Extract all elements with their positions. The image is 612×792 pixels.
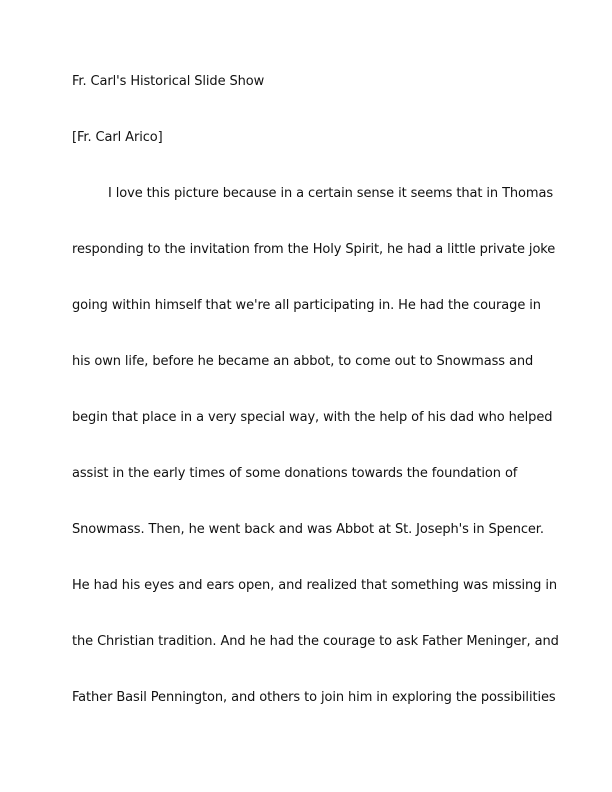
paragraph-line-6: assist in the early times of some donations towards the foundation of	[72, 466, 518, 481]
speaker-label: [Fr. Carl Arico]	[72, 130, 163, 145]
paragraph-line-2: responding to the invitation from the Holy Spirit, he had a little private joke	[72, 242, 556, 257]
paragraph-line-5: begin that place in a very special way, with the help of his dad who helped	[72, 410, 553, 425]
paragraph-line-1: I love this picture because in a certain sense it seems that in Thomas	[108, 186, 554, 201]
paragraph-line-4: his own life, before he became an abbot, to come out to Snowmass and	[72, 354, 534, 369]
paragraph-line-7: Snowmass. Then, he went back and was Abbot at St. Joseph's in Spencer.	[72, 522, 544, 537]
paragraph-line-8: He had his eyes and ears open, and realized that something was missing in	[72, 578, 558, 593]
document-title: Fr. Carl's Historical Slide Show	[72, 74, 265, 89]
paragraph-line-10: Father Basil Pennington, and others to join him in exploring the possibilities	[72, 690, 556, 705]
paragraph-line-3: going within himself that we're all participating in. He had the courage in	[72, 298, 541, 313]
paragraph-line-9: the Christian tradition. And he had the courage to ask Father Meninger, and	[72, 634, 559, 649]
